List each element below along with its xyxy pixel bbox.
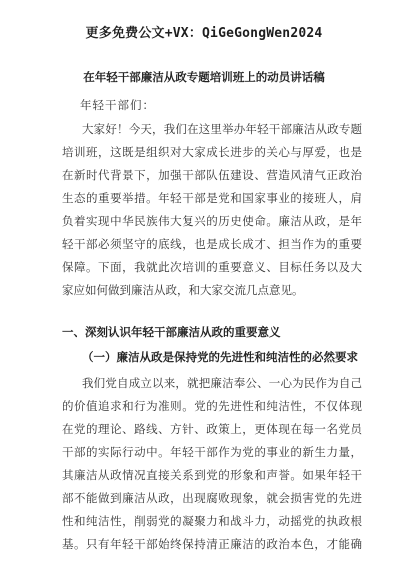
paragraph-line: 轻干部必须坚守的底线，也是成长成才、担当作为的重要: [62, 237, 362, 251]
paragraph-line: 在新时代背景下，加强干部队伍建设、营造风清气正政治: [62, 168, 362, 182]
section-heading: 一、深刻认识年轻干部廉洁从政的重要意义: [62, 325, 281, 339]
paragraph-line: 其廉洁从政情况直接关系到党的形象和声誉。如果年轻干: [62, 468, 362, 482]
paragraph-line: 部不能做到廉洁从政，出现腐败现象，就会损害党的先进: [62, 491, 362, 505]
paragraph-line: 大家好！今天，我们在这里举办年轻干部廉洁从政专题: [82, 122, 362, 136]
body-paragraph: [62, 372, 362, 556]
promo-watermark: 更多免费公文+VX：QiGeGongWen2024: [85, 26, 323, 41]
salutation: 年轻干部们：: [80, 98, 155, 112]
document-title: 在年轻干部廉洁从政专题培训班上的动员讲话稿: [83, 70, 325, 84]
subsection-heading: （一）廉洁从政是保持党的先进性和纯洁性的必然要求: [82, 350, 358, 364]
paragraph-line: 性和纯洁性，削弱党的凝聚力和战斗力，动摇党的执政根: [62, 514, 362, 528]
paragraph-line: 负着实现中华民族伟大复兴的历史使命。廉洁从政，是年: [62, 214, 362, 228]
paragraph-line: 保障。下面，我就此次培训的重要意义、目标任务以及大: [62, 260, 362, 274]
paragraph-line: 生态的重要举措。年轻干部是党和国家事业的接班人，肩: [62, 191, 362, 205]
paragraph-line: 的价值追求和行为准则。党的先进性和纯洁性，不仅体现: [62, 399, 362, 413]
paragraph-line: 基。只有年轻干部始终保持清正廉洁的政治本色，才能确: [62, 537, 362, 551]
paragraph-line: 干部的实际行动中。年轻干部作为党的事业的新生力量，: [62, 445, 362, 459]
intro-paragraph: [62, 118, 362, 302]
paragraph-line: 我们党自成立以来，就把廉洁奉公、一心为民作为自己: [82, 376, 362, 390]
paragraph-line: 在党的理论、路线、方针、政策上，更体现在每一名党员: [62, 422, 362, 436]
paragraph-line: 培训班，这既是组织对大家成长进步的关心与厚爱，也是: [62, 145, 362, 159]
paragraph-line: 家应如何做到廉洁从政，和大家交流几点意见。: [62, 283, 304, 297]
